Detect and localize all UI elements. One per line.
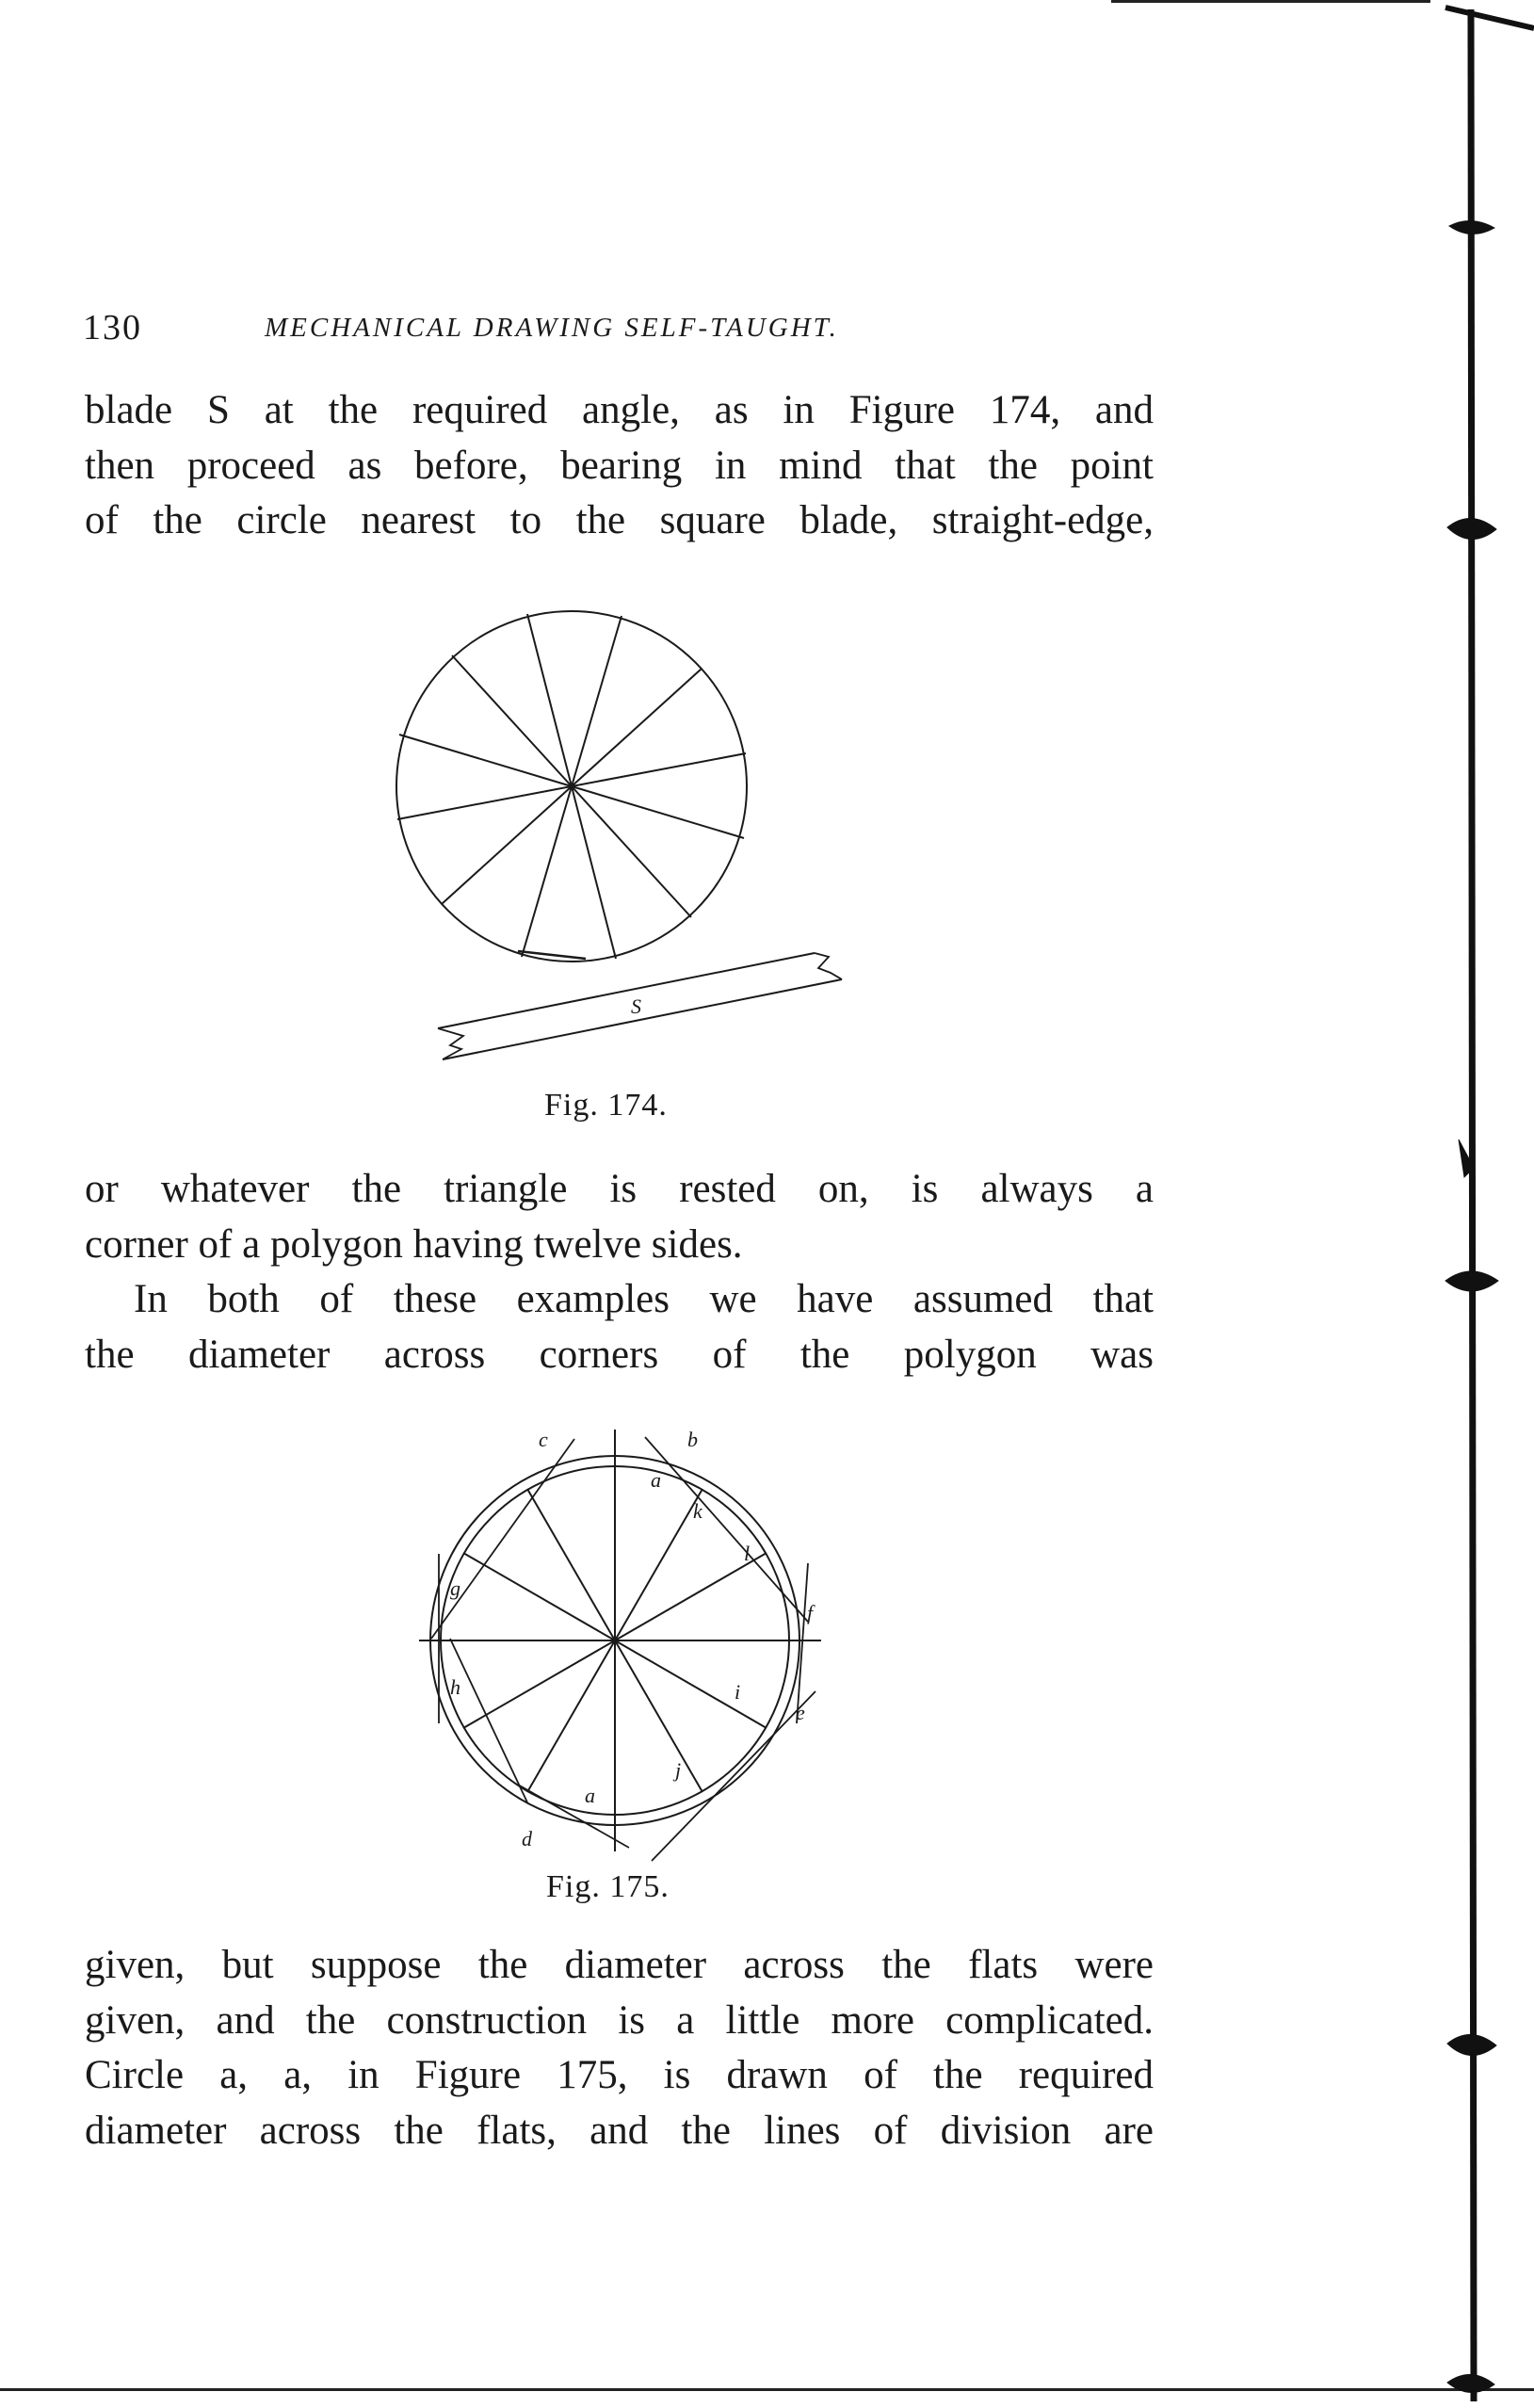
binding-edge — [1436, 0, 1534, 2408]
text-line: corner of a polygon having twelve sides. — [85, 1221, 743, 1267]
fig174-blade-label: S — [631, 994, 641, 1018]
fig175-label-k: k — [693, 1499, 702, 1523]
fig175-label-f: f — [807, 1601, 814, 1624]
fig175-label-l: l — [744, 1542, 751, 1565]
text-line: the diameter across corners of the polygon was — [85, 1332, 1154, 1377]
paragraph-3 — [85, 1272, 1154, 1382]
text-line: blade S at the required angle, as in Figure 174, and — [85, 388, 1154, 432]
figure-175-caption: Fig. 175. — [546, 1869, 670, 1904]
fig175-division-lines — [419, 1430, 821, 1851]
fig175-label-b: b — [687, 1428, 698, 1451]
page-number: 130 — [83, 308, 142, 347]
text-line: then proceed as before, bearing in mind that the point — [85, 443, 1154, 488]
fig175-label-e: e — [796, 1701, 805, 1724]
fig175-label-h: h — [450, 1675, 460, 1699]
figure-174-caption: Fig. 174. — [544, 1088, 668, 1123]
fig174-division-lines — [397, 614, 746, 959]
figure-174-drawing — [377, 593, 866, 1083]
text-line: given, and the construction is a little more complicated. — [85, 1997, 1154, 2043]
text-line: Circle a, a, in Figure 175, is drawn of the required — [85, 2053, 1154, 2097]
text-line: of the circle nearest to the square blade, straight-edge, — [85, 498, 1154, 542]
fig175-label-j: j — [675, 1758, 682, 1782]
fig175-label-c: c — [539, 1428, 548, 1451]
figure-175-drawing — [396, 1413, 848, 1874]
top-edge-rule — [1111, 0, 1430, 3]
running-title: MECHANICAL DRAWING SELF-TAUGHT. — [265, 313, 839, 343]
paragraph-4 — [85, 1938, 1154, 2158]
paragraph-2 — [85, 1162, 1154, 1272]
text-line: diameter across the flats, and the lines of division are — [85, 2108, 1154, 2153]
text-line: or whatever the triangle is rested on, is always a — [85, 1167, 1154, 1211]
text-line: In both of these examples we have assumed that — [134, 1277, 1154, 1321]
text-line: given, but suppose the diameter across the flats were — [85, 1943, 1154, 1987]
fig175-tangent-lines — [431, 1437, 815, 1861]
fig175-label-a-bottom: a — [585, 1784, 595, 1807]
fig175-label-a-top: a — [651, 1468, 661, 1492]
fig175-label-i: i — [735, 1680, 741, 1704]
running-head — [83, 307, 1025, 354]
fig175-label-g: g — [450, 1576, 460, 1600]
fig175-label-d: d — [522, 1827, 532, 1850]
bottom-edge-rule — [0, 2388, 1534, 2391]
paragraph-1 — [85, 383, 1154, 549]
